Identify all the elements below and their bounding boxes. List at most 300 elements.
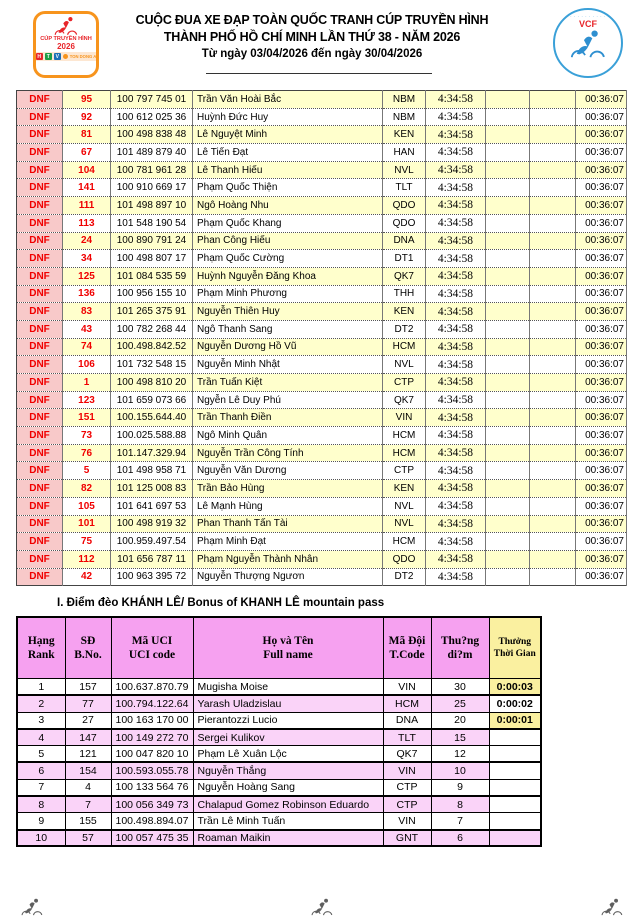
gap-cell: 00:36:07 <box>576 497 627 515</box>
uci-code-cell: 101 125 008 83 <box>111 480 193 498</box>
dnf-results-body <box>17 91 627 586</box>
status-cell: DNF <box>17 144 63 162</box>
rider-name-cell: Nguyễn Văn Dương <box>193 462 383 480</box>
time-cell: 4:34:58 <box>426 497 486 515</box>
gap-cell: 00:36:07 <box>576 250 627 268</box>
rank-cell: 8 <box>17 796 65 813</box>
table-row <box>17 161 627 179</box>
uci-code-cell: 101 659 073 66 <box>111 391 193 409</box>
uci-code-cell: 100.637.870.79 <box>111 679 193 696</box>
time-cell: 4:34:58 <box>426 391 486 409</box>
bib-number-cell: 43 <box>63 320 111 338</box>
column-header-top: Họ và Tên <box>262 635 314 647</box>
bib-number-cell: 123 <box>63 391 111 409</box>
rank-cell: 2 <box>17 695 65 712</box>
time-cell: 4:34:58 <box>426 515 486 533</box>
status-cell: DNF <box>17 303 63 321</box>
title-line-1: CUỘC ĐUA XE ĐẠP TOÀN QUỐC TRANH CÚP TRUYỀN HÌNH <box>135 13 489 27</box>
time-bonus-cell: 0:00:02 <box>489 695 541 712</box>
bib-number-cell: 125 <box>63 267 111 285</box>
time-bonus-cell: 0:00:03 <box>489 679 541 696</box>
bib-number-cell: 81 <box>63 126 111 144</box>
empty-cell <box>530 444 576 462</box>
table-row <box>17 197 627 215</box>
table-row <box>17 497 627 515</box>
time-cell: 4:34:58 <box>426 285 486 303</box>
uci-code-cell: 100 047 820 10 <box>111 746 193 763</box>
time-cell: 4:34:58 <box>426 144 486 162</box>
bib-number-cell: 67 <box>63 144 111 162</box>
table-row <box>17 679 541 696</box>
rider-name-cell: Phạm Quốc Thiện <box>193 179 383 197</box>
team-code-cell: DT2 <box>383 568 426 586</box>
status-cell: DNF <box>17 391 63 409</box>
time-bonus-cell <box>489 813 541 830</box>
column-header <box>111 617 193 679</box>
status-cell: DNF <box>17 126 63 144</box>
team-code-cell: DT1 <box>383 250 426 268</box>
bib-number-cell: 155 <box>65 813 111 830</box>
status-cell: DNF <box>17 232 63 250</box>
rank-cell: 3 <box>17 712 65 729</box>
rider-name-cell: Yarash Uladzislau <box>193 695 383 712</box>
rider-name-cell: Phạm Minh Phương <box>193 285 383 303</box>
team-code-cell: NBM <box>383 108 426 126</box>
empty-cell <box>486 161 530 179</box>
rider-name-cell: Phan Thanh Tấn Tài <box>193 515 383 533</box>
bib-number-cell: 147 <box>65 729 111 746</box>
uci-code-cell: 100.498.894.07 <box>111 813 193 830</box>
gap-cell: 00:36:07 <box>576 480 627 498</box>
time-cell: 4:34:58 <box>426 91 486 109</box>
empty-cell <box>530 550 576 568</box>
empty-cell <box>486 303 530 321</box>
uci-code-cell: 100 498 807 17 <box>111 250 193 268</box>
bib-number-cell: 76 <box>63 444 111 462</box>
blue-cyclist-icon <box>568 29 608 59</box>
time-cell: 4:34:58 <box>426 409 486 427</box>
empty-cell <box>530 480 576 498</box>
time-bonus-cell: 0:00:01 <box>489 712 541 729</box>
rider-name-cell: Nguyễn Minh Nhật <box>193 356 383 374</box>
gap-cell: 00:36:07 <box>576 356 627 374</box>
empty-cell <box>486 91 530 109</box>
points-cell: 6 <box>431 830 489 847</box>
ton-dong-a-icon <box>63 54 68 59</box>
time-cell: 4:34:58 <box>426 108 486 126</box>
uci-code-cell: 101 548 190 54 <box>111 214 193 232</box>
uci-code-cell: 100.498.842.52 <box>111 338 193 356</box>
gap-cell: 00:36:07 <box>576 427 627 445</box>
bib-number-cell: 136 <box>63 285 111 303</box>
team-code-cell: QK7 <box>383 267 426 285</box>
empty-cell <box>530 568 576 586</box>
rider-name-cell: Lê Mạnh Hùng <box>193 497 383 515</box>
empty-cell <box>530 391 576 409</box>
team-code-cell: HCM <box>383 533 426 551</box>
uci-code-cell: 100.593.055.78 <box>111 762 193 779</box>
uci-code-cell: 100 797 745 01 <box>111 91 193 109</box>
bib-number-cell: 151 <box>63 409 111 427</box>
table-row <box>17 762 541 779</box>
points-cell: 8 <box>431 796 489 813</box>
gap-cell: 00:36:07 <box>576 108 627 126</box>
table-row <box>17 374 627 392</box>
htv-sponsor-row <box>34 52 99 61</box>
empty-cell <box>486 320 530 338</box>
uci-code-cell: 100.794.122.64 <box>111 695 193 712</box>
table-row <box>17 533 627 551</box>
empty-cell <box>530 285 576 303</box>
uci-code-cell: 100 498 810 20 <box>111 374 193 392</box>
uci-code-cell: 100 057 475 35 <box>111 830 193 847</box>
time-cell: 4:34:58 <box>426 232 486 250</box>
column-header <box>17 617 65 679</box>
empty-cell <box>530 144 576 162</box>
rider-name-cell: Huỳnh Đức Huy <box>193 108 383 126</box>
empty-cell <box>530 267 576 285</box>
table-row <box>17 320 627 338</box>
points-cell: 12 <box>431 746 489 763</box>
uci-code-cell: 101 489 879 40 <box>111 144 193 162</box>
team-code-cell: DNA <box>383 232 426 250</box>
empty-cell <box>486 197 530 215</box>
points-cell: 20 <box>431 712 489 729</box>
table-row <box>17 729 541 746</box>
time-cell: 4:34:58 <box>426 214 486 232</box>
uci-code-cell: 100 163 170 00 <box>111 712 193 729</box>
team-code-cell: CTP <box>383 779 431 796</box>
bib-number-cell: 7 <box>65 796 111 813</box>
bib-number-cell: 95 <box>63 91 111 109</box>
status-cell: DNF <box>17 374 63 392</box>
team-code-cell: DNA <box>383 712 431 729</box>
rider-name-cell: Lê Thanh Hiếu <box>193 161 383 179</box>
table-row <box>17 695 541 712</box>
team-code-cell: CTP <box>383 462 426 480</box>
team-code-cell: QDO <box>383 550 426 568</box>
bib-number-cell: 105 <box>63 497 111 515</box>
time-cell: 4:34:58 <box>426 462 486 480</box>
uci-code-cell: 100 498 919 32 <box>111 515 193 533</box>
empty-cell <box>486 462 530 480</box>
team-code-cell: QDO <box>383 214 426 232</box>
rider-name-cell: Roaman Maikin <box>193 830 383 847</box>
time-cell: 4:34:58 <box>426 533 486 551</box>
bib-number-cell: 82 <box>63 480 111 498</box>
time-cell: 4:34:58 <box>426 303 486 321</box>
rider-name-cell: Sergei Kulikov <box>193 729 383 746</box>
uci-code-cell: 100 782 268 44 <box>111 320 193 338</box>
bib-number-cell: 34 <box>63 250 111 268</box>
empty-cell <box>530 197 576 215</box>
mountain-bonus-header <box>17 617 541 679</box>
time-cell: 4:34:58 <box>426 356 486 374</box>
vcf-acronym: VCF <box>579 19 597 29</box>
dnf-results-table <box>16 90 627 586</box>
team-code-cell: NBM <box>383 91 426 109</box>
status-cell: DNF <box>17 338 63 356</box>
rank-cell: 6 <box>17 762 65 779</box>
uci-code-cell: 100 781 961 28 <box>111 161 193 179</box>
table-row <box>17 91 627 109</box>
team-code-cell: NVL <box>383 161 426 179</box>
rank-cell: 1 <box>17 679 65 696</box>
bib-number-cell: 111 <box>63 197 111 215</box>
uci-code-cell: 100.155.644.40 <box>111 409 193 427</box>
table-row <box>17 813 541 830</box>
table-row <box>17 712 541 729</box>
empty-cell <box>530 161 576 179</box>
time-bonus-cell <box>489 796 541 813</box>
time-cell: 4:34:58 <box>426 427 486 445</box>
points-cell: 30 <box>431 679 489 696</box>
time-cell: 4:34:58 <box>426 197 486 215</box>
rider-name-cell: Pierantozzi Lucio <box>193 712 383 729</box>
gap-cell: 00:36:07 <box>576 533 627 551</box>
bib-number-cell: 113 <box>63 214 111 232</box>
empty-cell <box>486 179 530 197</box>
htv-letter-t: T <box>46 53 50 60</box>
table-row <box>17 144 627 162</box>
rider-name-cell: Phạm Lê Xuân Lộc <box>193 746 383 763</box>
htv-letter-h: H <box>37 53 42 60</box>
mountain-bonus-body <box>17 679 541 847</box>
rank-cell: 7 <box>17 779 65 796</box>
team-code-cell: NVL <box>383 356 426 374</box>
table-row <box>17 550 627 568</box>
uci-code-cell: 100 612 025 36 <box>111 108 193 126</box>
rank-cell: 5 <box>17 746 65 763</box>
status-cell: DNF <box>17 320 63 338</box>
rider-name-cell: Trần Văn Hoài Bắc <box>193 91 383 109</box>
empty-cell <box>486 108 530 126</box>
bib-number-cell: 106 <box>63 356 111 374</box>
uci-code-cell: 100.025.588.88 <box>111 427 193 445</box>
bib-number-cell: 57 <box>65 830 111 847</box>
table-row <box>17 462 627 480</box>
time-cell: 4:34:58 <box>426 267 486 285</box>
team-code-cell: QK7 <box>383 746 431 763</box>
time-cell: 4:34:58 <box>426 161 486 179</box>
empty-cell <box>486 497 530 515</box>
time-bonus-cell <box>489 762 541 779</box>
vcf-arc-text: · · · · · · · · · · · · <box>566 14 610 19</box>
logo-left-title: CÚP TRUYỀN HÌNH <box>40 36 92 42</box>
gap-cell: 00:36:07 <box>576 338 627 356</box>
uci-code-cell: 100 956 155 10 <box>111 285 193 303</box>
rider-name-cell: Trần Lê Minh Tuấn <box>193 813 383 830</box>
gap-cell: 00:36:07 <box>576 303 627 321</box>
points-cell: 25 <box>431 695 489 712</box>
table-row <box>17 338 627 356</box>
rider-name-cell: Phan Công Hiếu <box>193 232 383 250</box>
uci-code-cell: 100 133 564 76 <box>111 779 193 796</box>
table-row <box>17 409 627 427</box>
team-code-cell: KEN <box>383 126 426 144</box>
rider-name-cell: Lê Nguyệt Minh <box>193 126 383 144</box>
empty-cell <box>486 409 530 427</box>
rank-cell: 4 <box>17 729 65 746</box>
rider-name-cell: Nguyễn Thượng Ngươn <box>193 568 383 586</box>
bib-number-cell: 4 <box>65 779 111 796</box>
rider-name-cell: Nguyễn Trần Công Tính <box>193 444 383 462</box>
rider-name-cell: Phạm Quốc Khang <box>193 214 383 232</box>
column-header-bottom: Thời Gian <box>493 649 536 659</box>
empty-cell <box>486 144 530 162</box>
empty-cell <box>486 250 530 268</box>
uci-code-cell: 100 890 791 24 <box>111 232 193 250</box>
cyclist-icon <box>20 897 44 917</box>
cyclist-icon <box>600 897 624 917</box>
points-cell: 10 <box>431 762 489 779</box>
rider-name-cell: Nguyễn Thiên Huy <box>193 303 383 321</box>
table-row <box>17 285 627 303</box>
team-code-cell: HCM <box>383 444 426 462</box>
team-code-cell: VIN <box>383 813 431 830</box>
team-code-cell: HCM <box>383 338 426 356</box>
time-cell: 4:34:58 <box>426 320 486 338</box>
column-header-top: Thu?ng <box>440 635 480 647</box>
uci-code-cell: 100 498 838 48 <box>111 126 193 144</box>
empty-cell <box>530 179 576 197</box>
table-row <box>17 356 627 374</box>
uci-code-cell: 100 149 272 70 <box>111 729 193 746</box>
cyclist-icon <box>310 897 334 917</box>
uci-code-cell: 100.959.497.54 <box>111 533 193 551</box>
rider-name-cell: Chalapud Gomez Robinson Eduardo <box>193 796 383 813</box>
gap-cell: 00:36:07 <box>576 126 627 144</box>
column-header-bottom: T.Code <box>389 649 425 661</box>
column-header-bottom: Full name <box>263 649 313 661</box>
rider-name-cell: Ngô Minh Quân <box>193 427 383 445</box>
time-cell: 4:34:58 <box>426 126 486 144</box>
time-cell: 4:34:58 <box>426 374 486 392</box>
rider-name-cell: Trần Tuấn Kiệt <box>193 374 383 392</box>
rider-name-cell: Trần Thanh Điền <box>193 409 383 427</box>
bib-number-cell: 42 <box>63 568 111 586</box>
column-header-top: Thưởng <box>498 637 532 647</box>
table-row <box>17 267 627 285</box>
team-code-cell: NVL <box>383 515 426 533</box>
bib-number-cell: 5 <box>63 462 111 480</box>
bib-number-cell: 27 <box>65 712 111 729</box>
gap-cell: 00:36:07 <box>576 179 627 197</box>
rank-cell: 9 <box>17 813 65 830</box>
empty-cell <box>530 320 576 338</box>
bib-number-cell: 92 <box>63 108 111 126</box>
bib-number-cell: 157 <box>65 679 111 696</box>
title-line-3: Từ ngày 03/04/2026 đến ngày 30/04/2026 <box>201 48 423 60</box>
status-cell: DNF <box>17 568 63 586</box>
table-row <box>17 568 627 586</box>
team-code-cell: CTP <box>383 796 431 813</box>
empty-cell <box>530 303 576 321</box>
gap-cell: 00:36:07 <box>576 214 627 232</box>
table-row <box>17 232 627 250</box>
bib-number-cell: 141 <box>63 179 111 197</box>
time-cell: 4:34:58 <box>426 250 486 268</box>
header-row <box>17 617 541 679</box>
gap-cell: 00:36:07 <box>576 144 627 162</box>
gap-cell: 00:36:07 <box>576 285 627 303</box>
gap-cell: 00:36:07 <box>576 515 627 533</box>
rider-name-cell: Lê Tiến Đạt <box>193 144 383 162</box>
bib-number-cell: 83 <box>63 303 111 321</box>
empty-cell <box>486 444 530 462</box>
table-row <box>17 303 627 321</box>
team-code-cell: HCM <box>383 427 426 445</box>
empty-cell <box>530 338 576 356</box>
logo-left-year: 2026 <box>57 42 75 51</box>
team-code-cell: VIN <box>383 409 426 427</box>
rider-name-cell: Phạm Nguyễn Thành Nhân <box>193 550 383 568</box>
htv-letter-v: V <box>55 53 59 60</box>
gap-cell: 00:36:07 <box>576 91 627 109</box>
gap-cell: 00:36:07 <box>576 568 627 586</box>
team-code-cell: VIN <box>383 762 431 779</box>
status-cell: DNF <box>17 462 63 480</box>
table-row <box>17 480 627 498</box>
gap-cell: 00:36:07 <box>576 320 627 338</box>
empty-cell <box>486 214 530 232</box>
table-row <box>17 427 627 445</box>
team-code-cell: HAN <box>383 144 426 162</box>
status-cell: DNF <box>17 497 63 515</box>
gap-cell: 00:36:07 <box>576 197 627 215</box>
empty-cell <box>486 285 530 303</box>
status-cell: DNF <box>17 550 63 568</box>
empty-cell <box>486 356 530 374</box>
status-cell: DNF <box>17 91 63 109</box>
rider-name-cell: Phạm Quốc Cường <box>193 250 383 268</box>
column-header-bottom: B.No. <box>74 649 102 661</box>
empty-cell <box>530 427 576 445</box>
status-cell: DNF <box>17 285 63 303</box>
time-cell: 4:34:58 <box>426 480 486 498</box>
bib-number-cell: 73 <box>63 427 111 445</box>
bib-number-cell: 112 <box>63 550 111 568</box>
time-cell: 4:34:58 <box>426 444 486 462</box>
gap-cell: 00:36:07 <box>576 444 627 462</box>
bonus-section-heading: I. Điểm đèo KHÁNH LÊ/ Bonus of KHANH LÊ mountain pass <box>57 597 385 609</box>
rider-name-cell: Nguyễn Hoàng Sang <box>193 779 383 796</box>
time-bonus-cell <box>489 746 541 763</box>
empty-cell <box>530 356 576 374</box>
time-bonus-cell <box>489 779 541 796</box>
rider-name-cell: Ngyễn Lê Duy Phú <box>193 391 383 409</box>
page-title <box>100 12 524 63</box>
team-code-cell: TLT <box>383 729 431 746</box>
rider-name-cell: Mugisha Moise <box>193 679 383 696</box>
empty-cell <box>486 232 530 250</box>
gap-cell: 00:36:07 <box>576 267 627 285</box>
table-row <box>17 179 627 197</box>
team-code-cell: THH <box>383 285 426 303</box>
empty-cell <box>530 374 576 392</box>
table-row <box>17 108 627 126</box>
empty-cell <box>486 391 530 409</box>
time-cell: 4:34:58 <box>426 179 486 197</box>
empty-cell <box>530 462 576 480</box>
empty-cell <box>486 568 530 586</box>
time-cell: 4:34:58 <box>426 338 486 356</box>
uci-code-cell: 100 056 349 73 <box>111 796 193 813</box>
column-header <box>65 617 111 679</box>
empty-cell <box>486 126 530 144</box>
team-code-cell: QDO <box>383 197 426 215</box>
cup-truyen-hinh-logo <box>33 11 99 78</box>
